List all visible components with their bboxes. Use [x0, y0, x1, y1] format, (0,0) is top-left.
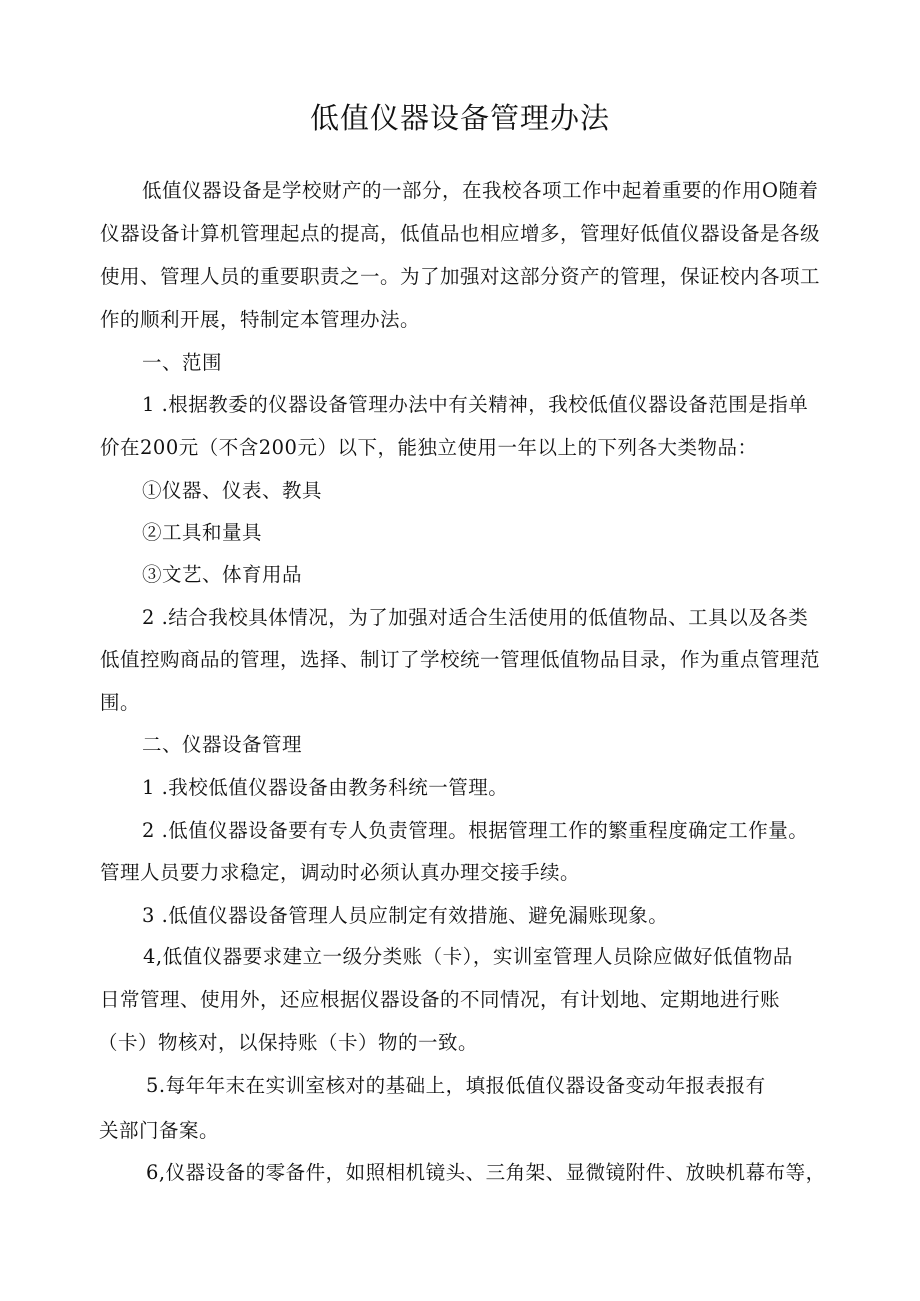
list-item: ①仪器、仪表、教具	[142, 479, 323, 502]
paragraph-line: 低值控购商品的管理，选择、制订了学校统一管理低值物品目录，作为重点管理范	[100, 648, 821, 671]
paragraph-line: 2 .结合我校具体情况，为了加强对适合生活使用的低值物品、工具以及各类	[142, 606, 809, 629]
paragraph-line: 3 .低值仪器设备管理人员应制定有效措施、避免漏账现象。	[142, 904, 669, 927]
paragraph-line: 低值仪器设备是学校财产的一部分，在我校各项工作中起着重要的作用O随着	[142, 179, 819, 202]
paragraph-line: 4,低值仪器要求建立一级分类账（卡），实训室管理人员除应做好低值物品	[143, 945, 793, 968]
list-item: ③文艺、体育用品	[142, 563, 303, 586]
paragraph-line: 围。	[100, 691, 141, 714]
paragraph-line: 关部门备案。	[99, 1119, 220, 1142]
list-item: ②工具和量具	[142, 521, 263, 544]
paragraph-line: 管理人员要力求稳定，调动时必须认真办理交接手续。	[100, 861, 581, 884]
paragraph-line: 价在200元（不含200元）以下，能独立使用一年以上的下列各大类物品：	[100, 436, 758, 459]
paragraph-line: 5.每年年末在实训室核对的基础上，填报低值仪器设备变动年报表报有	[146, 1074, 766, 1097]
paragraph-line: （卡）物核对，以保持账（卡）物的一致。	[98, 1031, 479, 1054]
paragraph-line: 2 .低值仪器设备要有专人负责管理。根据管理工作的繁重程度确定工作量。	[142, 819, 809, 842]
paragraph-line: 日常管理、使用外，还应根据仪器设备的不同情况，有计划地、定期地进行账	[100, 988, 781, 1011]
paragraph-line: 1 .我校低值仪器设备由教务科统一管理。	[142, 776, 509, 799]
section-heading: 二、仪器设备管理	[142, 733, 303, 756]
paragraph-line: 6,仪器设备的零备件，如照相机镜头、三角架、显微镜附件、放映机幕布等，	[146, 1161, 826, 1184]
paragraph-line: 1 .根据教委的仪器设备管理办法中有关精神，我校低值仪器设备范围是指单	[142, 393, 809, 416]
paragraph-line: 仪器设备计算机管理起点的提高，低值品也相应增多，管理好低值仪器设备是各级	[100, 222, 821, 245]
section-heading: 一、范围	[142, 351, 223, 374]
paragraph-line: 作的顺利开展，特制定本管理办法。	[100, 308, 421, 331]
paragraph-line: 使用、管理人员的重要职责之一。为了加强对这部分资产的管理，保证校内各项工	[100, 265, 821, 288]
document-title: 低值仪器设备管理办法	[309, 101, 610, 135]
